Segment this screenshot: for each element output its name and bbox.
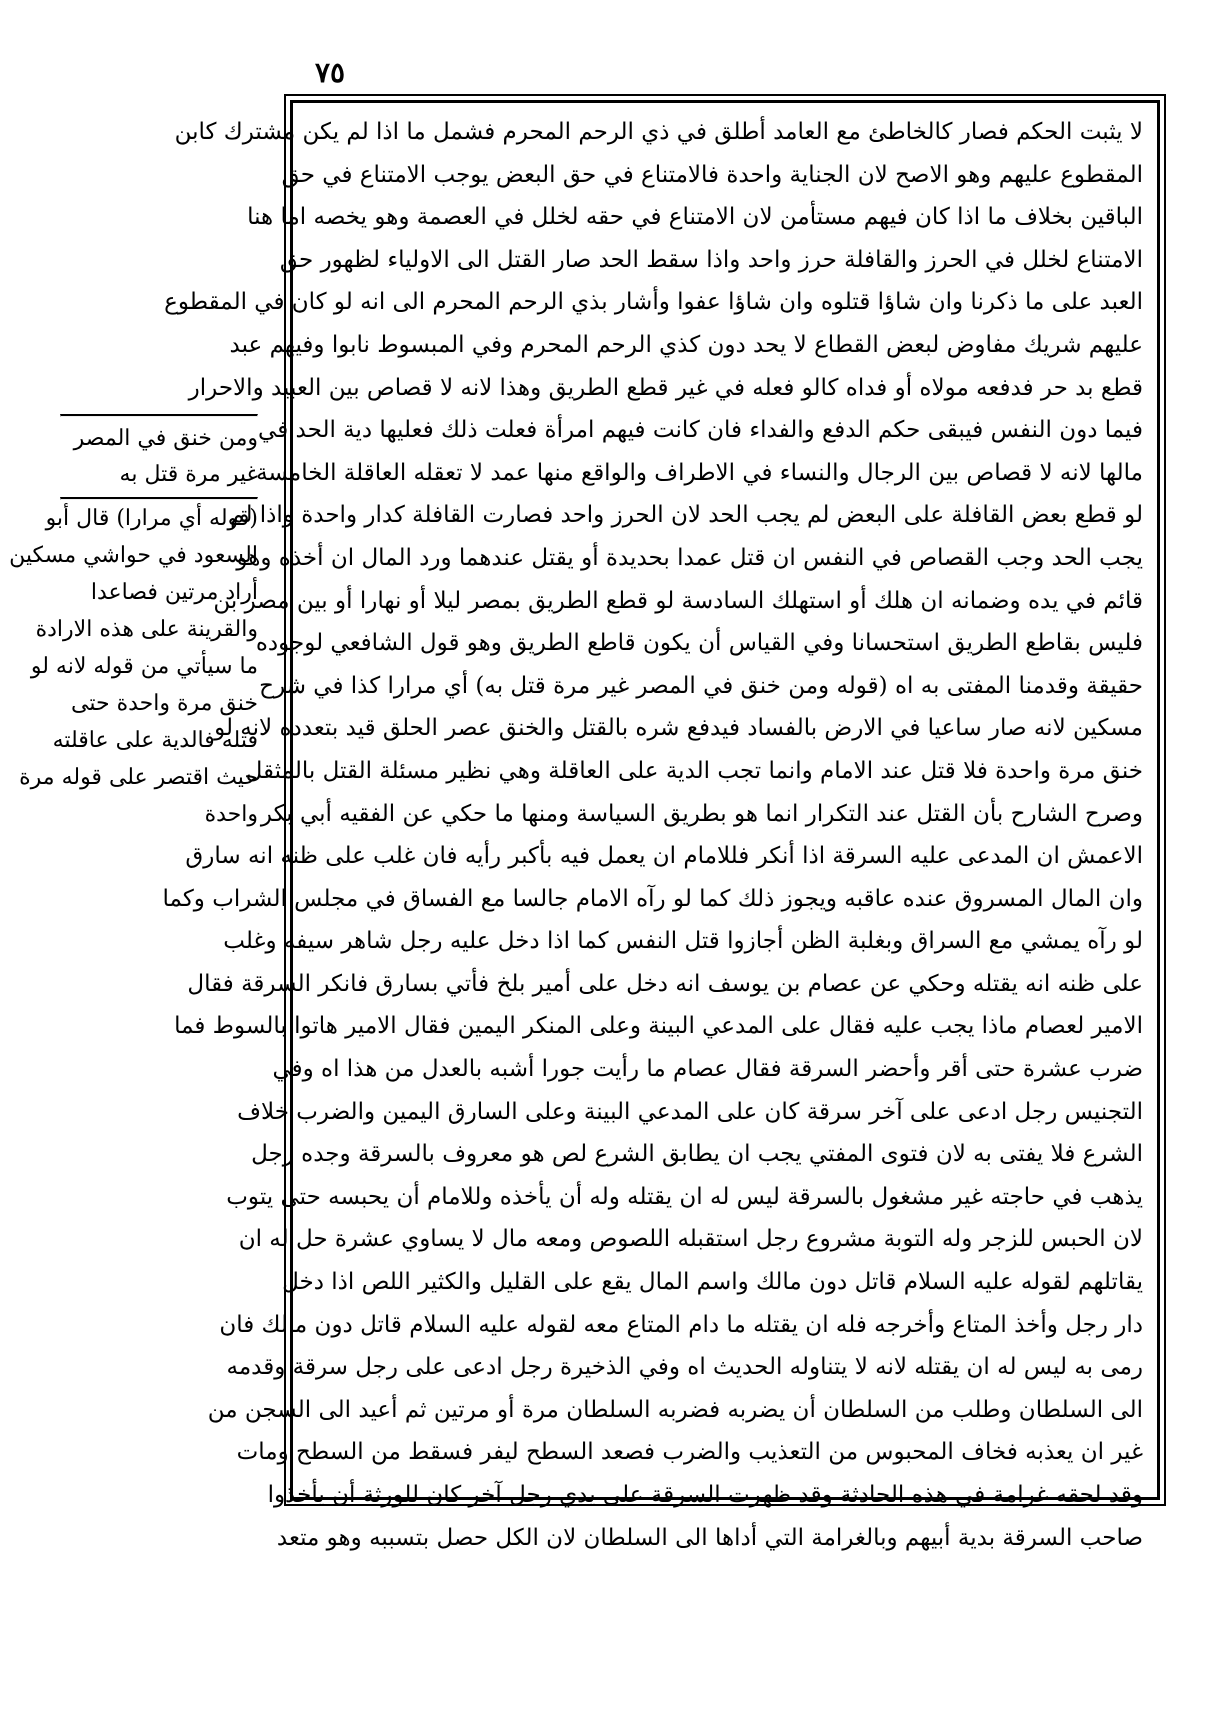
- text-line: الامتناع لخلل في الحرز والقافلة حرز واحد واذا سقط الحد صار القتل الى الاولياء لظهور حق: [279, 246, 1143, 273]
- text-line: لو رآه يمشي مع السراق وبغلبة الظن أجازوا قتل النفس كما اذا دخل عليه رجل شاهر سيفه وغلب: [223, 928, 1143, 955]
- text-line: لو قطع بعض القافلة على البعض لم يجب الحد لان الحرز واحد فصارت القافلة كدار واحدة واذا لم: [230, 502, 1143, 529]
- text-line: مسكين لانه صار ساعيا في الارض بالفساد فيدفع شره بالقتل والخنق عصر الحلق قيد بتعدده لانه لو: [214, 715, 1143, 742]
- text-line: رمى به ليس له ان يقتله لانه لا يتناوله الحديث اه وفي الذخيرة رجل ادعى على رجل سرقة وقدمه: [226, 1354, 1143, 1381]
- text-line: دار رجل وأخذ المتاع وأخرجه فله ان يقتله ما دام المتاع معه لقوله عليه السلام قاتل دون مالك فان: [219, 1311, 1143, 1338]
- text-line: يجب الحد وجب القصاص في النفس ان قتل عمدا بحديدة أو يقتل عندهما ورد المال ان أخذه وهو: [236, 544, 1143, 571]
- text-line: قائم في يده وضمانه ان هلك أو استهلك السادسة لو قطع الطريق بمصر ليلا أو نهارا أو بين مصر بن: [213, 587, 1143, 614]
- margin-note: [9, 500, 258, 833]
- text-line: يقاتلهم لقوله عليه السلام قاتل دون مالك واسم المال يقع على القليل والكثير اللص اذا دخل: [282, 1269, 1143, 1296]
- margin-heading: ومن خنق في المصر غير مرة قتل به: [73, 426, 258, 487]
- text-line: الباقين بخلاف ما اذا كان فيهم مستأمن لان الامتناع في حقه لخلل في العصمة وهو يخصه اما هنا: [247, 204, 1143, 231]
- margin-note-line: والقرينة على هذه الارادة: [35, 617, 258, 642]
- text-line: مالها لانه لا قصاص بين الرجال والنساء في الاطراف والواقع منها عمد لا تعقله العاقلة الخامسة: [256, 459, 1143, 486]
- text-line: المقطوع عليهم وهو الاصح لان الجناية واحدة فالامتناع في حق البعض يوجب الامتناع في حق: [281, 161, 1143, 188]
- margin-note-line: قتله فالدية على عاقلته: [52, 728, 258, 753]
- text-line: لا يثبت الحكم فصار كالخاطئ مع العامد أطلق في ذي الرحم المحرم فشمل ما اذا لم يكن مشترك كابن: [174, 119, 1143, 145]
- text-line: وصرح الشارح بأن القتل عند التكرار انما هو بطريق السياسة ومنها ما حكي عن الفقيه أبي بكر: [260, 800, 1143, 827]
- text-line: التجنيس رجل ادعى على آخر سرقة كان على المدعي البينة وعلى السارق اليمين والضرب خلاف: [237, 1098, 1143, 1125]
- margin-column: [9, 414, 258, 833]
- text-line: يذهب في حاجته غير مشغول بالسرقة ليس له ان يقتله وله أن يأخذه وللامام أن يحبسه حتى يتوب: [226, 1183, 1143, 1210]
- text-line: فليس بقاطع الطريق استحسانا وفي القياس أن يكون قاطع الطريق وهو قول الشافعي لوجوده: [255, 630, 1143, 657]
- text-line: لان الحبس للزجر وله التوبة مشروع رجل استقبله اللصوص ومعه مال لا يساوي عشرة حل له ان: [238, 1226, 1143, 1253]
- margin-note-line: واحدة: [204, 802, 258, 827]
- text-line: وان المال المسروق عنده عاقبه ويجوز ذلك كما لو رآه الامام جالسا مع الفساق في مجلس الشراب وكما: [162, 885, 1143, 912]
- text-line: صاحب السرقة بدية أبيهم وبالغرامة التي أداها الى السلطان لان الكل حصل بتسببه وهو متعد: [276, 1524, 1143, 1551]
- text-line: وقد لحقه غرامة في هذه الحادثة وقد ظهرت السرقة على يدي رجل آخر كان للورثة أن يأخذوا: [267, 1482, 1143, 1508]
- text-line: عليهم شريك مفاوض لبعض القطاع لا يحد دون كذي الرحم المحرم وفي المبسوط نابوا وفيهم عبد: [229, 331, 1143, 358]
- text-line: فيما دون النفس فيبقى حكم الدفع والفداء فان كانت فيهم امرأة فعلت ذلك فعليها دية الحد في: [258, 417, 1143, 444]
- text-line: خنق مرة واحدة فلا قتل عند الامام وانما تجب الدية على العاقلة وهي نظير مسئلة القتل بالمثقل: [245, 757, 1143, 784]
- text-line: على ظنه انه يقتله وحكي عن عصام بن يوسف انه دخل على أمير بلخ فأتي بسارق فانكر السرقة فقال: [187, 970, 1143, 997]
- text-line: قطع بد حر فدفعه مولاه أو فداه كالو فعله في غير قطع الطريق وهذا لانه لا قصاص بين العبيد والاحرار: [188, 374, 1143, 401]
- text-line: غير ان يعذبه فخاف المحبوس من التعذيب والضرب فصعد السطح ليفر فسقط من السطح ومات: [236, 1439, 1143, 1466]
- page-number: ٧٥: [314, 56, 346, 89]
- margin-note-line: (قوله أي مرارا) قال أبو: [45, 506, 258, 531]
- text-line: الاعمش ان المدعى عليه السرقة اذا أنكر فللامام ان يعمل فيه بأكبر رأيه فان غلب على ظنه انه سارق: [185, 843, 1143, 870]
- text-line: الى السلطان وطلب من السلطان أن يضربه فضربه السلطان مرة أو مرتين ثم أعيد الى السجن من: [207, 1396, 1143, 1423]
- text-line: حقيقة وقدمنا المفتى به اه (قوله ومن خنق في المصر غير مرة قتل به) أي مرارا كذا في شرح: [259, 672, 1143, 699]
- margin-note-line: خنق مرة واحدة حتى: [71, 691, 258, 716]
- margin-note-line: السعود في حواشي مسكين: [9, 543, 258, 568]
- text-line: الامير لعصام ماذا يجب عليه فقال على المدعي البينة وعلى المنكر اليمين فقال الامير هاتوا بالسوط فما: [174, 1013, 1143, 1040]
- text-line: الشرع فلا يفتى به لان فتوى المفتي يجب ان يطابق الشرع لص هو معروف بالسرقة وجده رجل: [251, 1141, 1143, 1168]
- margin-note-line: أراد مرتين فصاعدا: [90, 580, 258, 605]
- margin-note-line: حيث اقتصر على قوله مرة: [19, 765, 258, 790]
- text-line: ضرب عشرة حتى أقر وأحضر السرقة فقال عصام ما رأيت جورا أشبه بالعدل من هذا اه وفي: [272, 1056, 1143, 1083]
- text-line: العبد على ما ذكرنا وان شاؤا قتلوه وان شاؤا عفوا وأشار بذي الرحم المحرم الى انه لو كان في المقطوع: [164, 289, 1143, 316]
- margin-note-line: ما سيأتي من قوله لانه لو: [30, 654, 258, 679]
